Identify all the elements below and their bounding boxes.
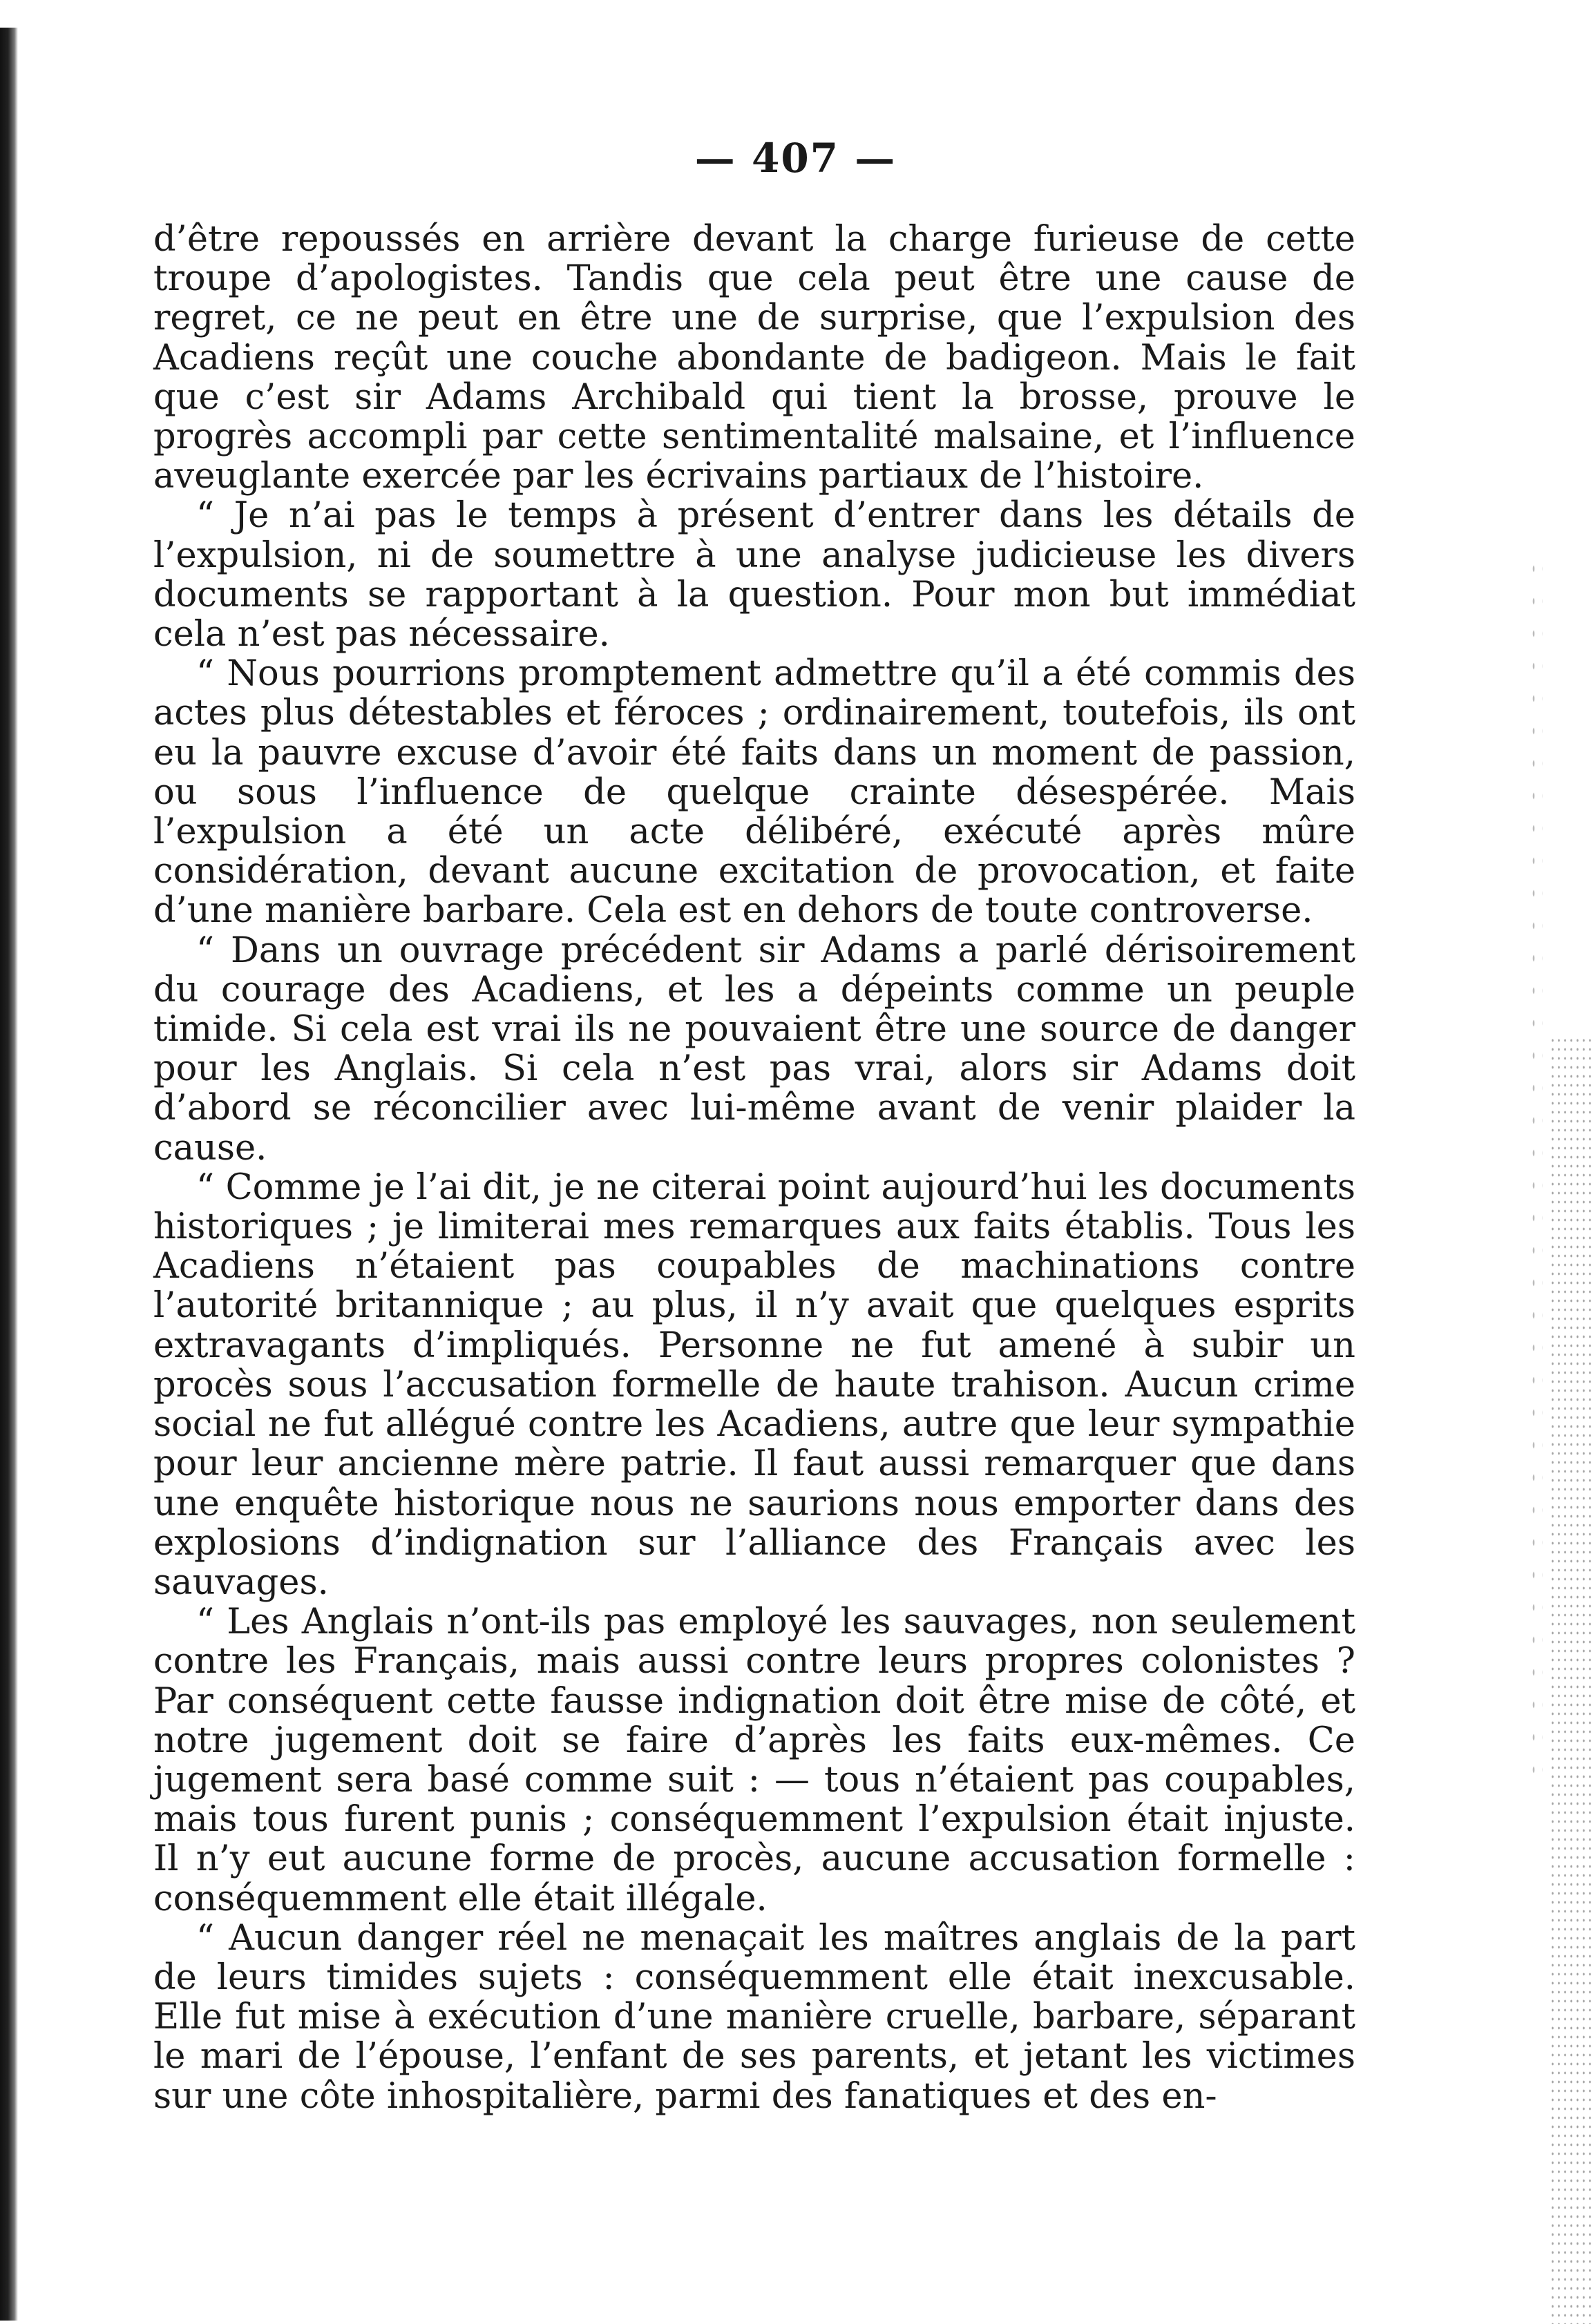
paragraph: “ Comme je l’ai dit, je ne citerai point aujourd’hui les documents historiques ; je limiterai mes remarques aux faits établis. Tous les Acadiens n’étaient pas coupables de machinations contre l’autorité britannique ; au plus, il n’y avait que quelques esprits extravagants d’impliqués. Personne ne fut amené à subir un procès sous l’accusation formelle de haute trahison. Aucun crime social ne fut allégué contre les Acadiens, autre que leur sympathie pour leur ancienne mère patrie. Il faut aussi remarquer que dans une enquête historique nous ne saurions nous emporter dans des explosions d’indignation sur l’alliance des Français avec les sauvages. <box>153 1166 1355 1603</box>
paragraph: “ Les Anglais n’ont-ils pas employé les sauvages, non seulement contre les Français, mais aussi contre leurs propres colonistes ? Par conséquent cette fausse indignation doit être mise de côté, et notre jugement doit se faire d’après les faits eux-mêmes. Ce jugement sera basé comme suit : — tous n’étaient pas coupables, mais tous furent punis ; conséquemment l’expulsion était injuste. Il n’y eut aucune forme de procès, aucune accusation formelle : conséquemment elle était illégale. <box>153 1602 1355 1919</box>
paragraph: “ Aucun danger réel ne menaçait les maîtres anglais de la part de leurs timides sujets : conséquemment elle était inexcusable. Elle fut mise à exécution d’une manière cruelle, barbare, séparant le mari de l’épouse, l’enfant de ses parents, et jetant les victimes sur une côte inhospitalière, parmi des fanatiques et des en- <box>153 1917 1355 2117</box>
page-text <box>153 220 1355 2116</box>
paragraph: “ Nous pourrions promptement admettre qu’il a été commis des actes plus détestables et féroces ; ordinairement, toutefois, ils ont eu la pauvre excuse d’avoir été faits dans un moment de passion, ou sous l’influence de quelque crainte désespérée. Mais l’expulsion a été un acte délibéré, exécuté après mûre considération, devant aucune excitation de provocation, et faite d’une manière barbare. Cela est en dehors de toute controverse. <box>153 653 1355 932</box>
scan-noise <box>1550 1036 1591 2324</box>
paragraph: d’être repoussés en arrière devant la charge furieuse de cette troupe d’apologistes. Tandis que cela peut être une cause de regret, ce ne peut en être une de surprise, que l’expulsion des Acadiens reçût une couche abondante de badigeon. Mais le fait que c’est sir Adams Archibald qui tient la brosse, prouve le progrès accompli par cette sentimentalité malsaine, et l’influence aveuglante exercée par les écrivains partiaux de l’histoire. <box>153 219 1355 497</box>
page-number: — 407 — <box>694 135 897 182</box>
scan-noise-column <box>1529 553 1543 1796</box>
page-binding-edge <box>0 28 18 2321</box>
paragraph: “ Dans un ouvrage précédent sir Adams a parlé dérisoirement du courage des Acadiens, et les a dépeints comme un peuple timide. Si cela est vrai ils ne pouvaient être une source de danger pour les Anglais. Si cela n’est pas vrai, alors sir Adams doit d’abord se réconcilier avec lui-même avant de venir plaider la cause. <box>153 930 1355 1169</box>
paragraph: “ Je n’ai pas le temps à présent d’entrer dans les détails de l’expulsion, ni de soumettre à une analyse judicieuse les divers documents se rapportant à la question. Pour mon but immédiat cela n’est pas nécessaire. <box>153 495 1355 655</box>
